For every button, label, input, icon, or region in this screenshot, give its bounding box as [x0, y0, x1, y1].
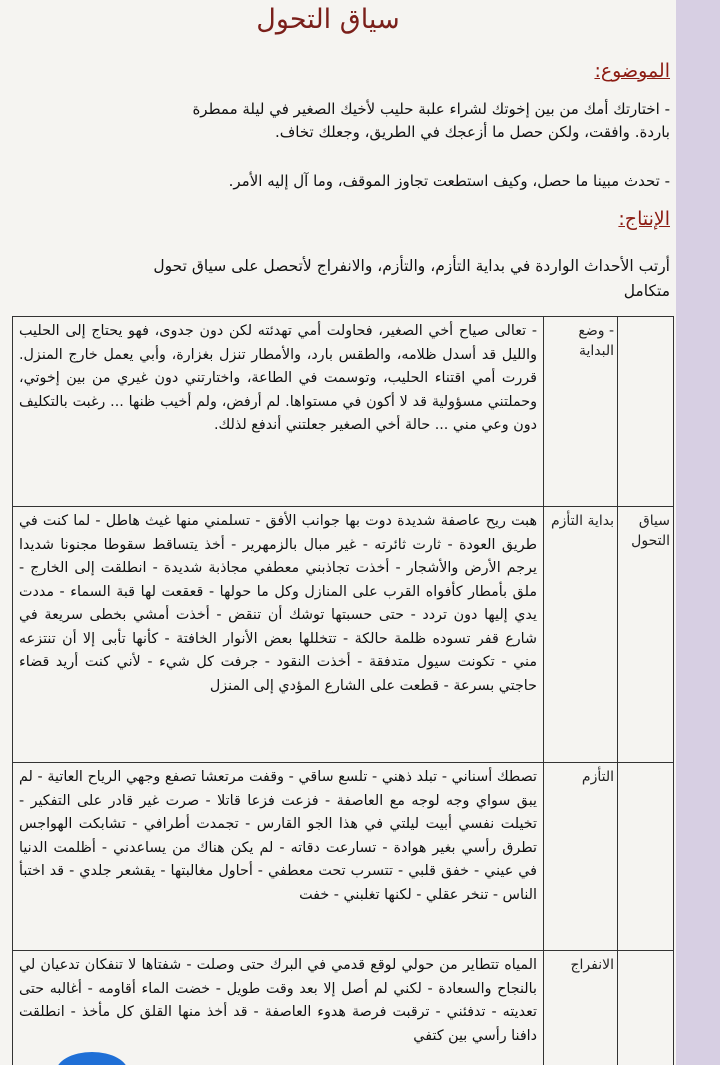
- topic-heading: الموضوع:: [594, 60, 670, 82]
- resolution-text-cell: المياه تتطاير من حولي لوقع قدمي في البرك حتى وصلت - شفتاها لا تنفكان تدعيان لي بالنجاح والسعادة - لكني لم أصل إلا بعد وقت طويل - خضت الماء أقاومه - أغالبه حتى تعديته - تدفئني - ترقبت فرصة هدوء العاصفة - قد أخذ منها القلق كل مأخذ - انطلقت دافنا رأسي بين كتفي: [13, 951, 544, 1065]
- stage-label-resolution: الانفراج: [544, 951, 618, 1065]
- topic-line-3: - تحدث مبينا ما حصل، وكيف استطعت تجاوز الموقف، وما آل إليه الأمر.: [228, 172, 670, 190]
- crisis-start-text-cell: هبت ريح عاصفة شديدة دوت بها جوانب الأفق - تسلمني منها غيث هاطل - لما كنت في طريق العودة - ثارت ثائرته - غير مبال بالزمهرير - أخذ يتساقط سقوطا مجنونا شديدا يرجم الأرض والأشجار - أخذت تجاذبني معطفي مجاذبة شديدة - انطلقت إلى الخارج - ملق بأمطار كأفواه القرب على المنازل وكل ما حولها - قعقعت لها قبة السماء - مددت يدي إليها دون تردد - حتى حسبتها توشك أن تنقض - أخذت أمشي بخطى سريعة في شارع قفر تسوده ظلمة حالكة - تتخللها بعض الأنوار الخافتة - كأنها تأبى إلا أن تنتزعه مني - تكونت سيول متدفقة - أخذت النقود - جرفت كل شيء - لأني كنت أريد قضاء حاجتي بسرعة - قطعت على الشارع المؤدي إلى المنزل: [13, 507, 544, 763]
- outer-label-cell: [618, 763, 674, 951]
- transition-context-label: سياق التحول: [618, 507, 674, 763]
- outer-label-cell: [618, 317, 674, 507]
- topic-line-2: باردة. وافقت، ولكن حصل ما أزعجك في الطريق، وجعلك تخاف.: [274, 123, 670, 141]
- stage-label-crisis-start: بداية التأزم: [544, 507, 618, 763]
- instruction-line-1: أرتب الأحداث الواردة في بداية التأزم، والتأزم، والانفراج لأتحصل على سياق تحول: [153, 257, 670, 275]
- outer-label-cell: [618, 951, 674, 1065]
- stage-label-crisis: التأزم: [544, 763, 618, 951]
- stage-label-beginning: - وضع البداية: [544, 317, 618, 507]
- beginning-text-cell: - تعالى صياح أخي الصغير، فحاولت أمي تهدئته لكن دون جدوى، فهو يحتاج إلى الحليب والليل قد أسدل ظلامه، والطقس بارد، والأمطار تنزل بغزارة، وأبي يعمل خارج المنزل. قررت أمي اقتناء الحليب، وتوسمت في الطاعة، واختارتني دون غيري من بين إخوتي، وحملتني مسؤولية قد لا أكون في مستواها. لم أرفض، ولم أخيب ظنها ... رغبت بالتكليف دون وعي مني ... حالة أخي الصغير جعلتني أندفع لذلك.: [13, 317, 544, 507]
- side-margin: [676, 0, 720, 1065]
- events-table: [12, 316, 674, 1065]
- table-row: [13, 763, 674, 951]
- page-title: سياق التحول: [256, 4, 400, 35]
- instruction-line-2: متكامل: [623, 282, 670, 300]
- topic-line-1: - اختارتك أمك من بين إخوتك لشراء علبة حليب لأخيك الصغير في ليلة ممطرة: [192, 100, 670, 118]
- production-heading: الإنتاج:: [618, 208, 670, 230]
- crisis-text-cell: تصطك أسناني - تبلد ذهني - تلسع ساقي - وقفت مرتعشا تصفع وجهي الرياح العاتية - لم يبق سواي وجه لوجه مع العاصفة - فزعت فزعا قاتلا - صرت غير قادر على التفكير - تخيلت نفسي أبيت ليلتي في هذا الجو القارس - تجمدت أطرافي - تشابكت الهواجس تطرق رأسي بغير هوادة - تسارعت دقاته - لم يكن هناك من يساعدني - أظلمت الدنيا في عيني - خفق قلبي - تتسرب تحت معطفي - أحاول مغالبتها - يقشعر جلدي - قد اختبأ الناس - تنخر عقلي - لكنها تغلبني - خفت: [13, 763, 544, 951]
- table-row: [13, 507, 674, 763]
- table-row: [13, 317, 674, 507]
- table-row: [13, 951, 674, 1065]
